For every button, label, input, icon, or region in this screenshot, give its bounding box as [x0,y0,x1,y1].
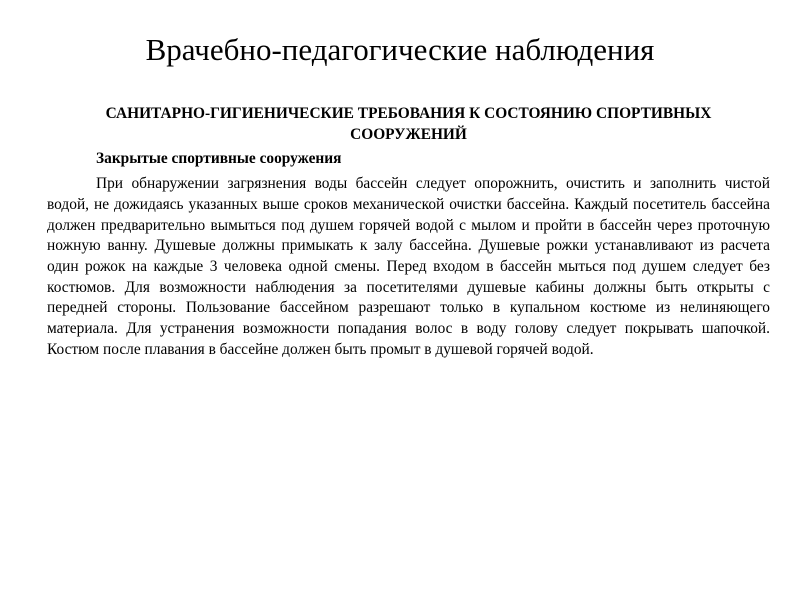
slide-title: Врачебно-педагогические наблюдения [145,32,655,67]
slide-content [47,104,770,360]
body-paragraph: При обнаружении загрязнения воды бассейн следует опорожнить, очистить и заполнить чистой водой, не дожидаясь указанных выше сроков механической очистки бассейна. Каждый посетитель бассейна должен предварительно вымыться под душем горячей водой с мылом и пройти в бассейн через проточную ножную ванну. Душевые должны примыкать к залу бассейна. Душевые рожки устанавливают из расчета один рожок на каждые 3 человека одной смены. Перед входом в бассейн мыться под душем следует без костюмов. Для возможности наблюдения за посетителями душевые кабины должны быть открыты с передней стороны. Пользование бассейном разрешают только в купальном костюме из нелиняющего материала. Для устранения возможности попадания волос в воду голову следует покрывать шапочкой. Костюм после плавания в бассейне должен быть промыт в душевой горячей водой. [47,175,770,358]
subsection-heading: Закрытые спортивные сооружения [96,150,342,168]
section-heading: САНИТАРНО-ГИГИЕНИЧЕСКИЕ ТРЕБОВАНИЯ К СОСТОЯНИЮ СПОРТИВНЫХ СООРУЖЕНИЙ [105,105,712,143]
